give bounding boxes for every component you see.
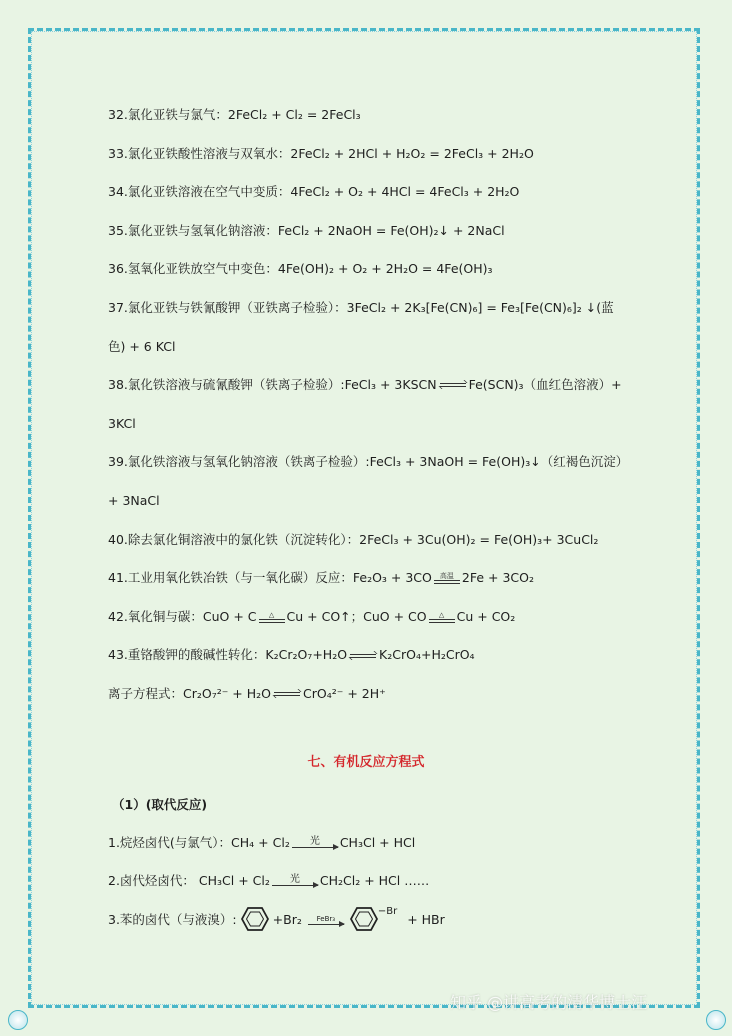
heat-equals-icon: △ xyxy=(259,612,285,623)
catalyst-arrow-icon: FeBr₃ xyxy=(308,914,344,925)
benzene-ring-icon xyxy=(241,906,269,932)
equation-line-42: 42.氧化铜与碳：CuO + C △ Cu + CO↑；CuO + CO △ Cu + CO₂ xyxy=(108,608,516,624)
equation-line-34: 34.氯化亚铁溶液在空气中变质： 4FeCl₂ + O₂ + 4HCl = 4FeCl₃ + 2H₂O xyxy=(108,184,520,200)
equation-line-43: 43.重铬酸钾的酸碱性转化：K₂Cr₂O₇+H₂O K₂CrO₄+H₂CrO₄ xyxy=(108,647,475,663)
organic-line-2: 2.卤代烃卤代： CH₃Cl + Cl₂ 光 CH₂Cl₂ + HCl …… xyxy=(108,872,430,888)
high-temperature-equals-icon: 高温 xyxy=(434,573,460,584)
equation-line-39: 39.氯化铁溶液与氢氧化钠溶液（铁离子检验）:FeCl₃ + 3NaOH = Fe(OH)₃↓（红褐色沉淀） xyxy=(108,454,629,470)
watermark: 知乎 @讲高考的清华博士汪 xyxy=(450,993,648,1012)
equation-line-38-cont: 3KCl xyxy=(108,415,136,431)
reversible-arrow-icon xyxy=(350,652,376,660)
light-arrow-icon: 光 xyxy=(272,875,318,886)
corner-ornament-right xyxy=(706,1010,726,1030)
reversible-arrow-icon xyxy=(440,381,466,389)
equation-line-38: 38.氯化铁溶液与硫氰酸钾（铁离子检验）:FeCl₃ + 3KSCN Fe(SCN)₃（血红色溶液）+ xyxy=(108,377,622,393)
light-arrow-icon: 光 xyxy=(292,837,338,848)
equation-line-37-cont: 色) + 6 KCl xyxy=(108,338,176,354)
organic-line-1: 1.烷烃卤代(与氯气）：CH₄ + Cl₂ 光 CH₃Cl + HCl xyxy=(108,834,416,850)
ionic-equation-line: 离子方程式：Cr₂O₇²⁻ + H₂O CrO₄²⁻ + 2H⁺ xyxy=(108,685,386,701)
equation-line-41: 41.工业用氧化铁冶铁（与一氧化碳）反应：Fe₂O₃ + 3CO 高温 2Fe + 3CO₂ xyxy=(108,570,534,586)
subsection-title: （1）(取代反应) xyxy=(112,797,208,812)
equation-line-33: 33.氯化亚铁酸性溶液与双氧水： 2FeCl₂ + 2HCl + H₂O₂ = 2FeCl₃ + 2H₂O xyxy=(108,145,534,161)
equation-list xyxy=(108,96,648,714)
equation-line-35: 35.氯化亚铁与氢氧化钠溶液： FeCl₂ + 2NaOH = Fe(OH)₂↓ + 2NaCl xyxy=(108,222,505,238)
equation-line-37: 37.氯化亚铁与铁氰酸钾（亚铁离子检验）： 3FeCl₂ + 2K₃[Fe(CN)₆] = Fe₃[Fe(CN)₆]₂ ↓(蓝 xyxy=(108,300,614,316)
equation-line-32: 32.氯化亚铁与氯气： 2FeCl₂ + Cl₂ = 2FeCl₃ xyxy=(108,107,361,123)
equation-line-40: 40.除去氯化铜溶液中的氯化铁（沉淀转化）：2FeCl₃ + 3Cu(OH)₂ = Fe(OH)₃+ 3CuCl₂ xyxy=(108,531,599,547)
heat-equals-icon-2: △ xyxy=(429,612,455,623)
section-title: 七、有机反应方程式 xyxy=(307,755,425,770)
equation-line-39-cont: + 3NaCl xyxy=(108,492,160,508)
corner-ornament-left xyxy=(8,1010,28,1030)
equation-line-36: 36.氢氧化亚铁放空气中变色： 4Fe(OH)₂ + O₂ + 2H₂O = 4Fe(OH)₃ xyxy=(108,261,493,277)
reversible-arrow-icon xyxy=(274,690,300,698)
bromobenzene-ring-icon xyxy=(350,906,378,932)
organic-line-3: 3.苯的卤代（与液溴）: +Br₂ FeBr₃ −Br + HBr xyxy=(108,905,668,933)
